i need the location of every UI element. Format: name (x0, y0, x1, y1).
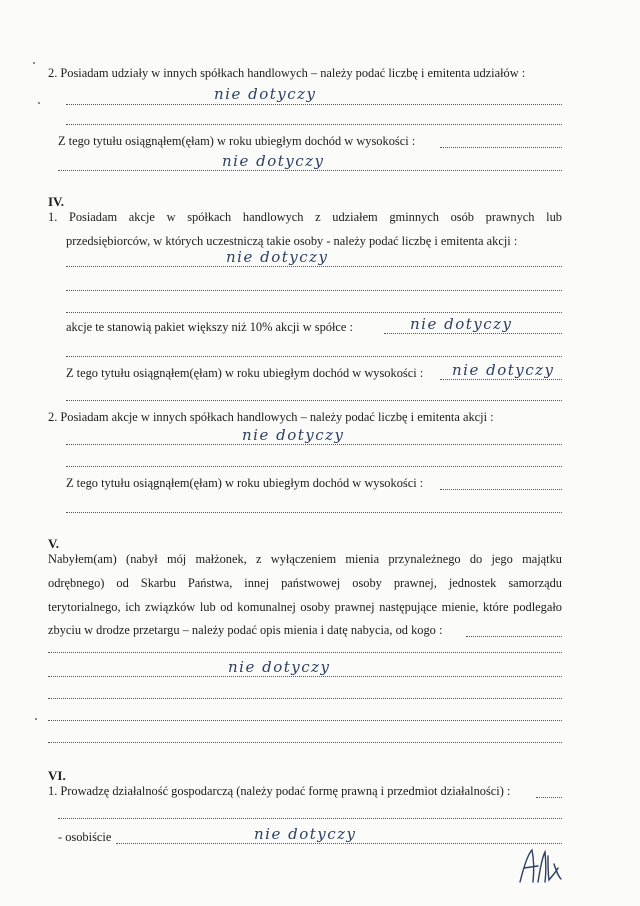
answer-line (384, 333, 562, 334)
answer-line (66, 266, 562, 267)
answer-line (48, 720, 562, 721)
handwritten-answer: nie dotyczy (254, 825, 357, 843)
section-vi-heading: VI. (48, 768, 66, 783)
section-iv-item2-income-text: Z tego tytułu osiągnąłem(ęłam) w roku ubiegłym dochód w wysokości : (66, 476, 424, 490)
handwritten-answer: nie dotyczy (410, 315, 513, 333)
answer-line (58, 170, 562, 171)
handwritten-signature-icon (514, 846, 564, 886)
answer-line (116, 843, 562, 844)
section-v-line2: odrębnego) od Skarbu Państwa, innej państwowej osoby prawnej, jednostek samorządu (48, 576, 562, 590)
scan-mark (38, 102, 40, 104)
answer-line (440, 379, 562, 380)
answer-line (536, 797, 562, 798)
answer-line (48, 698, 562, 699)
answer-line (66, 466, 562, 467)
section-v-line4: zbyciu w drodze przetargu – należy podać opis mienia i datę nabycia, od kogo : (48, 623, 443, 637)
handwritten-answer: nie dotyczy (222, 152, 325, 170)
section-vi-item1-text: 1. Prowadzę działalność gospodarczą (należy podać formę prawną i przedmiot działalności) : (48, 784, 511, 798)
answer-line (48, 742, 562, 743)
section-iv-item2-text: 2. Posiadam akcje w innych spółkach handlowych – należy podać liczbę i emitenta akcji : (48, 410, 494, 424)
scan-mark (35, 718, 37, 720)
answer-line (66, 512, 562, 513)
answer-line (66, 400, 562, 401)
handwritten-answer: nie dotyczy (226, 248, 329, 266)
section-v-heading: V. (48, 536, 59, 551)
answer-line (66, 124, 562, 125)
scan-mark (33, 62, 35, 64)
pakiet-text: akcje te stanowią pakiet większy niż 10% akcji w spółce : (66, 320, 353, 334)
section-iii-income-text: Z tego tytułu osiągnąłem(ęłam) w roku ubiegłym dochód w wysokości : (58, 134, 416, 148)
section-iv-item1-line1: 1. Posiadam akcje w spółkach handlowych z udziałem gminnych osób prawnych lub (48, 210, 562, 224)
section-iv-heading: IV. (48, 194, 65, 209)
section-iv-income-text: Z tego tytułu osiągnąłem(ęłam) w roku ubiegłym dochód w wysokości : (66, 366, 424, 380)
answer-line (440, 489, 562, 490)
handwritten-answer: nie dotyczy (452, 361, 555, 379)
answer-line (66, 290, 562, 291)
handwritten-answer: nie dotyczy (242, 426, 345, 444)
answer-line (58, 818, 562, 819)
section-iii-item2-text: 2. Posiadam udziały w innych spółkach handlowych – należy podać liczbę i emitenta udziałów : (48, 66, 526, 80)
section-v-line1: Nabyłem(am) (nabył mój małżonek, z wyłączeniem mienia przynależnego do jego majątku (48, 552, 562, 566)
section-iv-item1-line2: przedsiębiorców, w których uczestniczą takie osoby - należy podać liczbę i emitenta akcji : (66, 234, 518, 248)
handwritten-answer: nie dotyczy (228, 658, 331, 676)
handwritten-answer: nie dotyczy (214, 85, 317, 103)
answer-line (66, 444, 562, 445)
answer-line (440, 147, 562, 148)
answer-line (48, 676, 562, 677)
answer-line (66, 104, 562, 105)
answer-line (48, 652, 562, 653)
osobiscie-text: - osobiście (58, 830, 112, 844)
section-v-line3: terytorialnego, ich związków lub od komunalnej osoby prawnej następujące mienie, które podlegało (48, 600, 562, 614)
answer-line (66, 312, 562, 313)
answer-line (466, 636, 562, 637)
answer-line (66, 356, 562, 357)
